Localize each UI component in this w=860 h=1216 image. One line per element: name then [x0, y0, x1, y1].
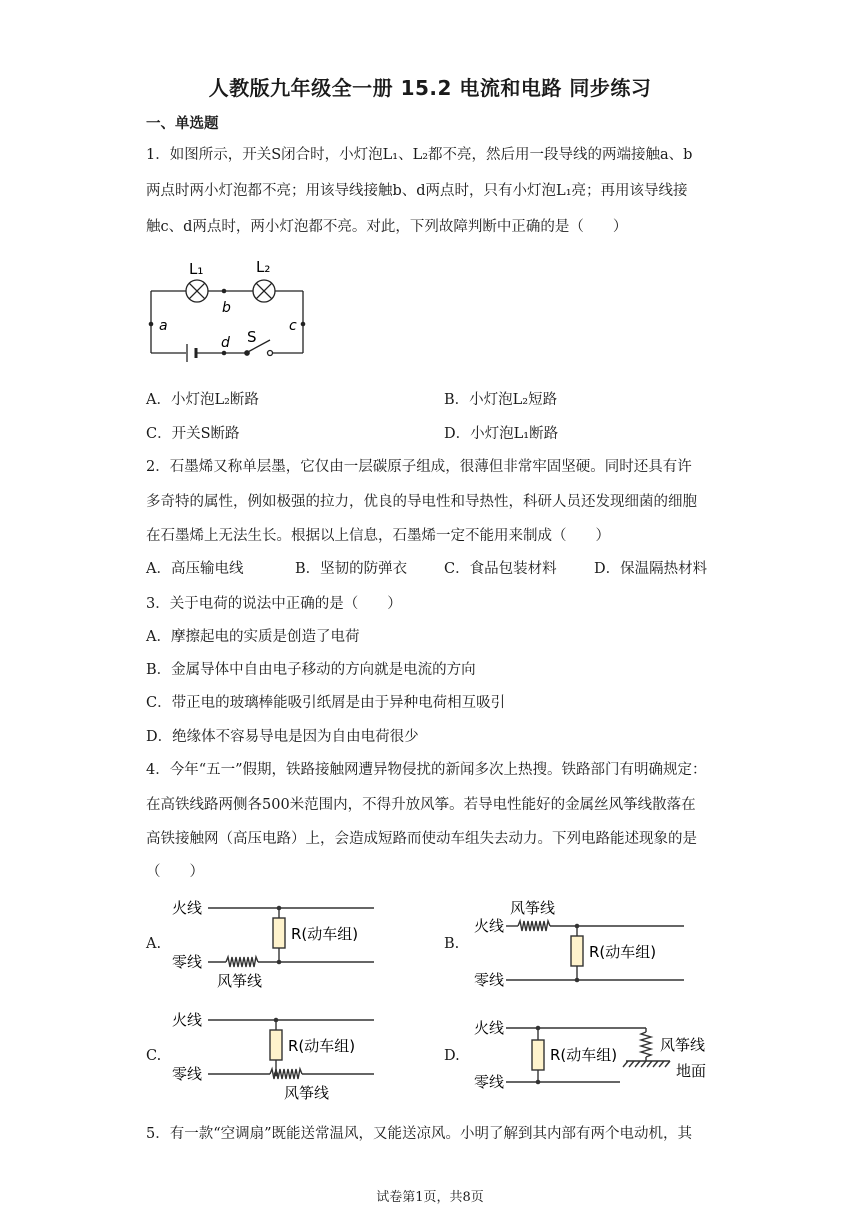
label-l1: L₁: [189, 260, 204, 278]
q4-option-b-label: B.: [444, 936, 460, 952]
q2-line-1: 2．石墨烯又称单层墨，它仅由一层碳原子组成，很薄但非常牢固坚硬。同时还具有许: [146, 459, 692, 475]
q1-option-d: D．小灯泡L₁断路: [444, 426, 559, 442]
ground-label: 地面: [676, 1062, 707, 1080]
q4-option-c-label: C.: [146, 1048, 162, 1064]
q1-circuit-diagram: [146, 252, 316, 367]
hot-wire-label: 火线: [172, 1011, 203, 1029]
q2-option-a: A．高压输电线: [146, 561, 244, 577]
q4-option-d-label: D.: [444, 1048, 460, 1064]
battery-icon: [187, 344, 196, 362]
neutral-wire-label: 零线: [172, 1065, 203, 1083]
kite-wire-label: 风筝线: [217, 972, 263, 990]
q4-line-4: （ ）: [146, 864, 204, 880]
r-label: R(动车组): [589, 943, 657, 961]
q1-line-3: 触c、d两点时，两小灯泡都不亮。对此，下列故障判断中正确的是（ ）: [146, 219, 628, 235]
q4-option-a-label: A.: [146, 936, 162, 952]
q4-line-3: 高铁接触网（高压电路）上，会造成短路而使动车组失去动力。下列电路能述现象的是: [146, 831, 697, 847]
q4-line-1: 4．今年“五一”假期，铁路接触网遭异物侵扰的新闻多次上热搜。铁路部门有明确规定：: [146, 762, 707, 778]
q4-diagram-b: [470, 896, 700, 996]
q1-option-a: A．小灯泡L₂断路: [146, 392, 259, 408]
kite-wire-label: 风筝线: [510, 899, 556, 917]
neutral-wire-label: 零线: [172, 953, 203, 971]
q2-option-c: C．食品包装材料: [444, 561, 557, 577]
label-b: b: [222, 300, 231, 316]
hot-wire-label: 火线: [474, 1019, 505, 1037]
kite-wire-label: 风筝线: [284, 1084, 330, 1102]
q2-line-3: 在石墨烯上无法生长。根据以上信息，石墨烯一定不能用来制成（ ）: [146, 528, 610, 544]
lamp-l1-icon: [186, 280, 208, 302]
r-label: R(动车组): [288, 1037, 356, 1055]
q4-line-2: 在高铁线路两侧各500米范围内，不得升放风筝。若导电性能好的金属丝风筝线散落在: [146, 797, 696, 813]
q3-option-b: B．金属导体中自由电子移动的方向就是电流的方向: [146, 662, 476, 678]
q2-option-b: B．坚韧的防弹衣: [295, 561, 408, 577]
q1-line-2: 两点时两小灯泡都不亮；用该导线接触b、d两点时，只有小灯泡L₁亮；再用该导线接: [146, 183, 688, 199]
label-c: c: [289, 318, 297, 334]
label-l2: L₂: [256, 258, 271, 276]
q1-option-c: C．开关S断路: [146, 426, 240, 442]
q1-line-1: 1．如图所示，开关S闭合时，小灯泡L₁、L₂都不亮，然后用一段导线的两端接触a、b: [146, 147, 693, 163]
section-heading: 一、单选题: [146, 116, 219, 132]
q4-diagram-d: [470, 1008, 730, 1108]
label-d: d: [221, 335, 230, 351]
lamp-l2-icon: [253, 280, 275, 302]
q1-option-b: B．小灯泡L₂短路: [444, 392, 558, 408]
page-footer: 试卷第1页，共8页: [376, 1190, 484, 1205]
neutral-wire-label: 零线: [474, 1073, 505, 1091]
label-s: S: [247, 328, 257, 346]
q3-option-a: A．摩擦起电的实质是创造了电荷: [146, 629, 360, 645]
q2-line-2: 多奇特的属性，例如极强的拉力，优良的导电性和导热性，科研人员还发现细菌的细胞: [146, 494, 697, 510]
q2-option-d: D．保温隔热材料: [594, 561, 708, 577]
r-label: R(动车组): [550, 1046, 618, 1064]
q3-line: 3．关于电荷的说法中正确的是（ ）: [146, 596, 402, 612]
r-label: R(动车组): [291, 925, 359, 943]
label-a: a: [159, 318, 168, 334]
q3-option-d: D．绝缘体不容易导电是因为自由电荷很少: [146, 729, 419, 745]
q4-diagram-a: [168, 896, 398, 996]
hot-wire-label: 火线: [474, 917, 505, 935]
q5-line: 5．有一款“空调扇”既能送常温风，又能送凉风。小明了解到其内部有两个电动机，其: [146, 1126, 693, 1142]
page-title: 人教版九年级全一册 15.2 电流和电路 同步练习: [208, 76, 652, 100]
hot-wire-label: 火线: [172, 899, 203, 917]
q3-option-c: C．带正电的玻璃棒能吸引纸屑是由于异种电荷相互吸引: [146, 695, 506, 711]
q4-diagram-c: [168, 1008, 398, 1108]
kite-wire-label: 风筝线: [660, 1036, 706, 1054]
neutral-wire-label: 零线: [474, 971, 505, 989]
